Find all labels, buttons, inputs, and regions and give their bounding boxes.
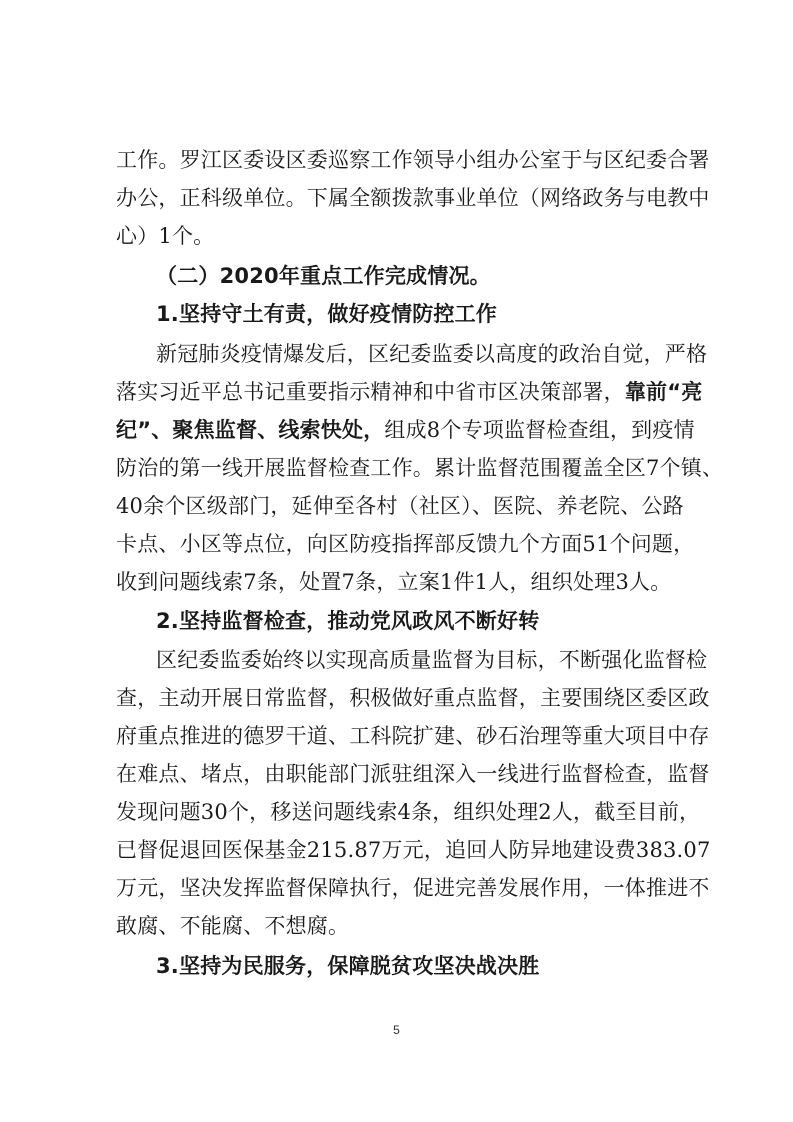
paragraph-line: 万元，坚决发挥监督保障执行，促进完善发展作用，一体推进不 (116, 876, 710, 900)
paragraph-line: 40余个区级部门，延伸至各村（社区）、医院、养老院、公路 (116, 494, 684, 518)
paragraph-line: 敢腐、不能腐、不想腐。 (116, 914, 350, 938)
text-run: 落实习近平总书记重要指示精神和中省市区决策部署， (116, 380, 625, 404)
paragraph-line: 在难点、堵点，由职能部门派驻组深入一线进行监督检查，监督 (116, 762, 710, 786)
paragraph-line: 办公，正科级单位。下属全额拨款事业单位（网络政务与电教中 (116, 186, 710, 210)
item-1-heading: 1.坚持守土有责，做好疫情防控工作 (156, 302, 497, 326)
item-2-heading: 2.坚持监督检查，推动党风政风不断好转 (156, 609, 540, 633)
paragraph-line: 防治的第一线开展监督检查工作。累计监督范围覆盖全区7个镇、 (116, 456, 724, 480)
page-number: 5 (393, 1023, 400, 1037)
paragraph-line: 查，主动开展日常监督，积极做好重点监督，主要围绕区委区政 (116, 686, 710, 710)
text-run: 组成8个专项监督检查组，到疫情 (384, 418, 695, 442)
paragraph-line: 收到问题线索7条，处置7条，立案1件1人，组织处理3人。 (116, 570, 672, 594)
paragraph-line: 已督促退回医保基金215.87万元，追回人防异地建设费383.07 (116, 838, 711, 862)
bold-text-run: 靠前“亮 (624, 380, 703, 404)
paragraph-line: 区纪委监委始终以实现高质量监督为目标，不断强化监督检 (156, 648, 708, 672)
paragraph-line: 心）1个。 (116, 224, 215, 248)
paragraph-line: 卡点、小区等点位，向区防疫指挥部反馈九个方面51个问题， (116, 532, 695, 556)
paragraph-line: 工作。罗江区委设区委巡察工作领导小组办公室于与区纪委合署 (116, 148, 710, 172)
paragraph-line: 发现问题30个，移送问题线索4条，组织处理2人，截至目前， (116, 800, 701, 824)
bold-text-run: 纪”、聚焦监督、线索快处， (116, 418, 385, 442)
section-heading: （二）2020年重点工作完成情况。 (156, 264, 491, 288)
paragraph-line (116, 376, 703, 408)
item-3-heading: 3.坚持为民服务，保障脱贫攻坚决战决胜 (156, 954, 540, 978)
paragraph-line (116, 414, 696, 446)
paragraph-line: 新冠肺炎疫情爆发后，区纪委监委以高度的政治自觉，严格 (156, 342, 708, 366)
paragraph-line: 府重点推进的德罗干道、工科院扩建、砂石治理等重大项目中存 (116, 724, 710, 748)
